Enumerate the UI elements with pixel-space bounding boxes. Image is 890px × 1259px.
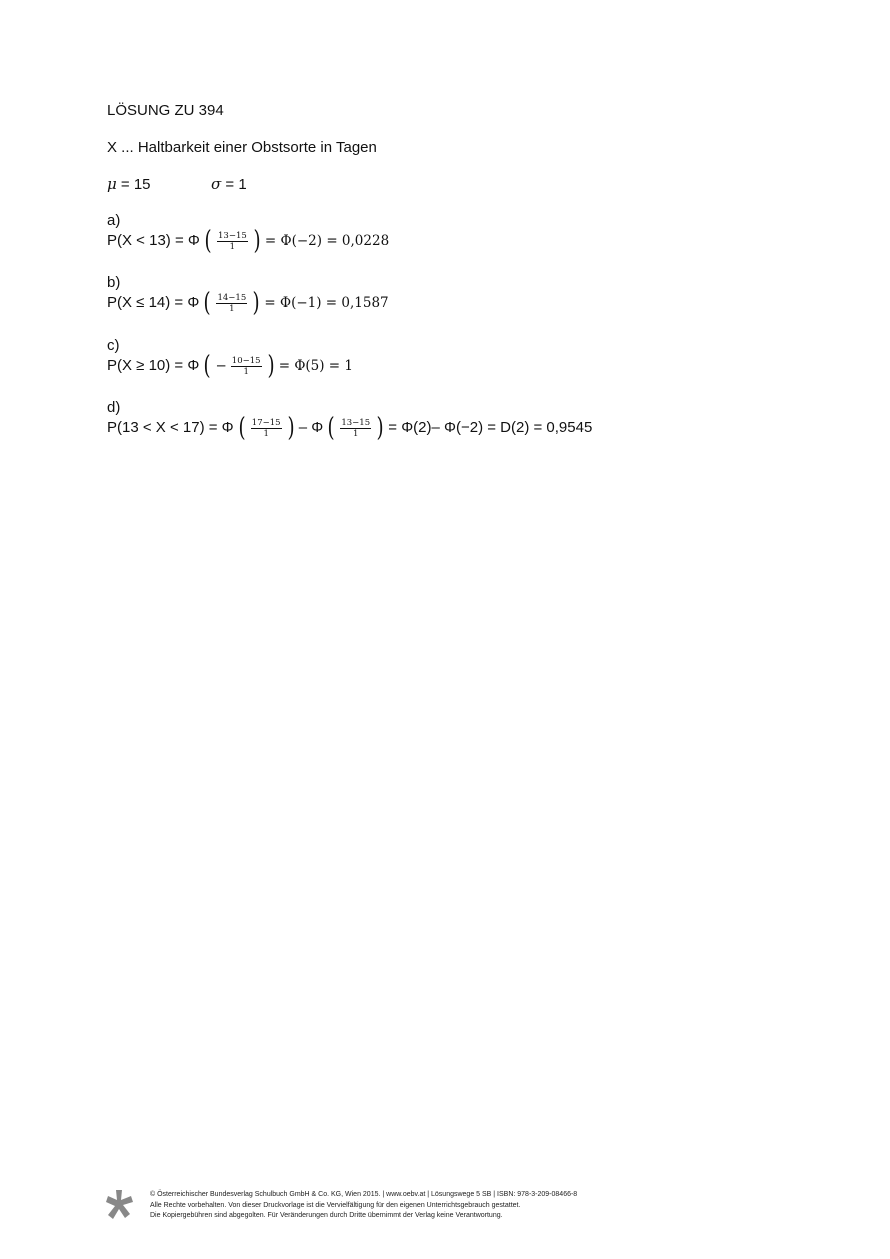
fraction: $\frac{14-15}{1}$ (217, 292, 247, 314)
publisher-logo-icon (104, 1188, 136, 1222)
part-a-formula: P(X < 13) = Φ ( $\frac{13-15}{1}$ ) = Φ(−2) = 0,0228 (107, 226, 390, 256)
intro-text: X ... Haltbarkeit einer Obstsorte in Tagen (107, 139, 377, 156)
mu-param: μ = 15 (107, 175, 151, 193)
parameters (107, 174, 247, 195)
part-a-label: a) (107, 212, 121, 229)
fraction: $\frac{17-15}{1}$ (251, 417, 281, 439)
fraction: $\frac{13-15}{1}$ (218, 230, 247, 252)
fraction: $\frac{10-15}{1}$ (231, 355, 261, 377)
page-title: LÖSUNG ZU 394 (107, 102, 224, 119)
part-d-formula: P(13 < X < 17) = Φ ( $\frac{17-15}{1}$ ) – Φ ( $\frac{13-15}{1}$ ) = Φ(2)– Φ(−2) = D(2) = 0,9545 (107, 413, 593, 443)
part-b-formula: P(X ≤ 14) = Φ ( $\frac{14-15}{1}$ ) = Φ(−1) = 0,1587 (107, 288, 389, 318)
part-c-label: c) (107, 337, 120, 354)
sigma-param: σ = 1 (211, 175, 247, 193)
footer-copyright: © Österreichischer Bundesverlag Schulbuch GmbH & Co. KG, Wien 2015. | www.oebv.at | Lösungswege 5 SB | ISBN: 978-3-209-08466-8 Alle Rechte vorbehalten. Von dieser Druckvorlage ist die Vervielfältigung für den eigenen Unterrichtsgebrauch gestattet. Die Kopiergebühren sind abgegolten. Für Veränderungen durch Dritte übernimmt der Verlag keine Verantwortung. (150, 1191, 578, 1219)
part-b-label: b) (107, 274, 121, 291)
fraction: $\frac{13-15}{1}$ (341, 417, 371, 439)
part-d-label: d) (107, 399, 121, 416)
part-c-formula: P(X ≥ 10) = Φ ( − $\frac{10-15}{1}$ ) = Φ(5) = 1 (107, 351, 353, 381)
